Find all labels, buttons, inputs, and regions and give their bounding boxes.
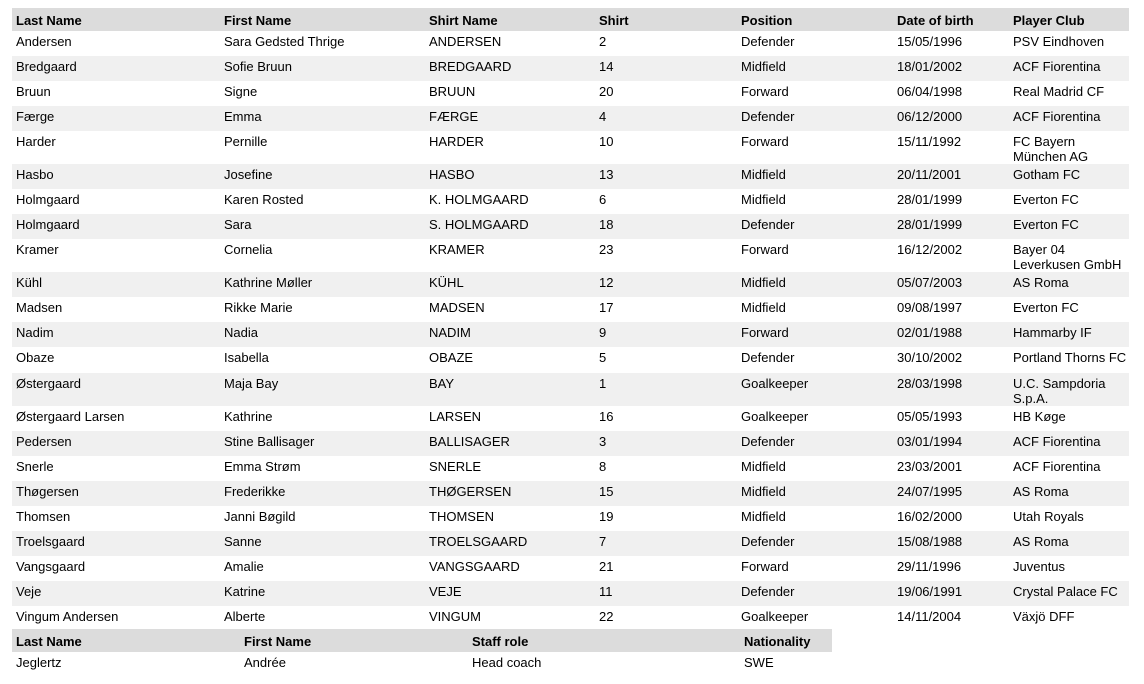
date-of-birth-cell: 30/10/2002 bbox=[897, 350, 963, 366]
position-cell: Defender bbox=[737, 106, 893, 131]
position-cell: Defender bbox=[737, 531, 893, 556]
shirt-number-cell: 11 bbox=[595, 581, 737, 606]
shirt-name-cell: VANGSGAARD bbox=[429, 558, 520, 574]
first-name-cell: Rikke Marie bbox=[224, 300, 293, 316]
position-cell: Forward bbox=[737, 322, 893, 347]
date-of-birth-cell: 15/05/1996 bbox=[897, 34, 963, 49]
shirt-number-cell: 4 bbox=[595, 106, 737, 131]
player-club-cell: Portland Thorns FC bbox=[1013, 350, 1127, 366]
position-cell: Defender bbox=[741, 350, 795, 366]
staff-role-cell: Head coach bbox=[472, 655, 542, 670]
shirt-name-cell: HASBO bbox=[425, 164, 595, 189]
player-row bbox=[12, 481, 1129, 506]
player-club-cell: ACF Fiorentina bbox=[1009, 56, 1129, 81]
player-row bbox=[12, 81, 1129, 106]
shirt-name-cell: SNERLE bbox=[429, 458, 482, 474]
last-name-cell: Østergaard Larsen bbox=[16, 408, 125, 424]
position-cell: Midfield bbox=[737, 272, 893, 297]
date-of-birth-cell: 28/03/1998 bbox=[893, 373, 1009, 406]
last-name-cell: Hasbo bbox=[12, 164, 220, 189]
position-cell: Midfield bbox=[741, 458, 786, 474]
date-of-birth-cell: 23/03/2001 bbox=[897, 458, 963, 474]
header-position: Position bbox=[737, 8, 893, 31]
shirt-number-cell: 5 bbox=[599, 350, 607, 366]
first-name-cell: Frederikke bbox=[220, 481, 425, 506]
player-row bbox=[12, 214, 1129, 239]
shirt-number-cell: 10 bbox=[599, 134, 614, 150]
shirt-number-cell: 17 bbox=[599, 300, 614, 316]
shirt-number-cell: 12 bbox=[595, 272, 737, 297]
shirt-number-cell: 21 bbox=[599, 558, 614, 574]
date-of-birth-cell: 16/02/2000 bbox=[897, 508, 963, 524]
player-row bbox=[12, 506, 1129, 531]
shirt-number-cell: 14 bbox=[595, 56, 737, 81]
player-club-cell: HB Køge bbox=[1013, 408, 1066, 424]
header-shirt-name: Shirt Name bbox=[425, 8, 595, 31]
player-row bbox=[12, 56, 1129, 81]
shirt-name-cell: THØGERSEN bbox=[425, 481, 595, 506]
header-shirt: Shirt bbox=[595, 8, 737, 31]
last-name-cell: Holmgaard bbox=[12, 214, 220, 239]
nationality-cell: SWE bbox=[744, 655, 774, 670]
first-name-cell: Stine Ballisager bbox=[220, 431, 425, 456]
position-cell: Defender bbox=[737, 431, 893, 456]
first-name-cell: Sara Gedsted Thrige bbox=[224, 34, 345, 49]
last-name-cell: Veje bbox=[12, 581, 220, 606]
first-name-cell: Pernille bbox=[224, 134, 268, 150]
player-row bbox=[12, 131, 1129, 164]
shirt-number-cell: 8 bbox=[599, 458, 607, 474]
shirt-name-cell: TROELSGAARD bbox=[425, 531, 595, 556]
player-row bbox=[12, 581, 1129, 606]
date-of-birth-cell: 20/11/2001 bbox=[893, 164, 1009, 189]
players-header-row bbox=[12, 8, 1129, 31]
staff-first-name-cell: Andrée bbox=[244, 655, 286, 670]
last-name-cell: Holmgaard bbox=[16, 192, 80, 208]
player-club-cell: AS Roma bbox=[1009, 531, 1129, 556]
player-club-cell: AS Roma bbox=[1009, 481, 1129, 506]
position-cell: Midfield bbox=[741, 508, 786, 524]
first-name-cell: Emma Strøm bbox=[224, 458, 301, 474]
last-name-cell: Nadim bbox=[12, 322, 220, 347]
shirt-name-cell: LARSEN bbox=[429, 408, 482, 424]
date-of-birth-cell: 03/01/1994 bbox=[893, 431, 1009, 456]
position-cell: Midfield bbox=[737, 56, 893, 81]
player-club-cell: PSV Eindhoven bbox=[1013, 34, 1105, 49]
date-of-birth-cell: 06/12/2000 bbox=[893, 106, 1009, 131]
last-name-cell: Kühl bbox=[12, 272, 220, 297]
player-row bbox=[12, 31, 1129, 56]
shirt-number-cell: 13 bbox=[595, 164, 737, 189]
shirt-number-cell: 18 bbox=[595, 214, 737, 239]
position-cell: Midfield bbox=[741, 300, 786, 316]
date-of-birth-cell: 15/11/1992 bbox=[897, 134, 962, 150]
shirt-number-cell: 1 bbox=[595, 373, 737, 406]
player-club-cell: Crystal Palace FC bbox=[1009, 581, 1129, 606]
first-name-cell: Isabella bbox=[224, 350, 269, 366]
shirt-name-cell: ANDERSEN bbox=[429, 34, 502, 49]
shirt-name-cell: VINGUM bbox=[429, 608, 481, 624]
player-row bbox=[12, 431, 1129, 456]
date-of-birth-cell: 05/05/1993 bbox=[897, 408, 963, 424]
player-row bbox=[12, 164, 1129, 189]
shirt-name-cell: FÆRGE bbox=[425, 106, 595, 131]
shirt-number-cell: 23 bbox=[599, 242, 614, 258]
first-name-cell: Nadia bbox=[220, 322, 425, 347]
position-cell: Midfield bbox=[737, 164, 893, 189]
first-name-cell: Emma bbox=[220, 106, 425, 131]
shirt-number-cell: 19 bbox=[599, 508, 614, 524]
player-club-cell: Utah Royals bbox=[1013, 508, 1084, 524]
player-row bbox=[12, 347, 1129, 372]
first-name-cell: Sofie Bruun bbox=[220, 56, 425, 81]
player-row bbox=[12, 606, 1129, 631]
date-of-birth-cell: 02/01/1988 bbox=[893, 322, 1009, 347]
first-name-cell: Alberte bbox=[224, 608, 266, 624]
date-of-birth-cell: 18/01/2002 bbox=[893, 56, 1009, 81]
player-club-cell: Juventus bbox=[1013, 558, 1066, 574]
player-row bbox=[12, 272, 1129, 297]
position-cell: Defender bbox=[741, 34, 795, 49]
shirt-number-cell: 2 bbox=[599, 34, 607, 49]
player-club-cell: ACF Fiorentina bbox=[1009, 431, 1129, 456]
shirt-name-cell: BALLISAGER bbox=[425, 431, 595, 456]
player-row bbox=[12, 106, 1129, 131]
staff-header-row bbox=[12, 629, 832, 652]
player-row bbox=[12, 297, 1129, 322]
position-cell: Defender bbox=[737, 214, 893, 239]
shirt-number-cell: 22 bbox=[599, 608, 614, 624]
last-name-cell: Obaze bbox=[16, 350, 55, 366]
date-of-birth-cell: 05/07/2003 bbox=[893, 272, 1009, 297]
date-of-birth-cell: 14/11/2004 bbox=[897, 608, 962, 624]
player-row bbox=[12, 239, 1129, 272]
header-date-of-birth: Date of birth bbox=[893, 8, 1009, 31]
first-name-cell: Maja Bay bbox=[220, 373, 425, 406]
shirt-name-cell: S. HOLMGAARD bbox=[425, 214, 595, 239]
shirt-number-cell: 9 bbox=[595, 322, 737, 347]
shirt-number-cell: 6 bbox=[599, 192, 607, 208]
player-club-cell: U.C. Sampdoria S.p.A. bbox=[1009, 373, 1129, 406]
player-row bbox=[12, 531, 1129, 556]
date-of-birth-cell: 28/01/1999 bbox=[897, 192, 963, 208]
staff-row bbox=[12, 652, 832, 675]
player-club-cell: FC Bayern München AG bbox=[1013, 134, 1089, 165]
player-row bbox=[12, 322, 1129, 347]
first-name-cell: Amalie bbox=[224, 558, 264, 574]
shirt-name-cell: NADIM bbox=[425, 322, 595, 347]
player-club-cell: Everton FC bbox=[1013, 192, 1079, 208]
date-of-birth-cell: 28/01/1999 bbox=[893, 214, 1009, 239]
player-club-cell: ACF Fiorentina bbox=[1009, 106, 1129, 131]
position-cell: Forward bbox=[741, 84, 789, 100]
shirt-number-cell: 20 bbox=[599, 84, 614, 100]
first-name-cell: Kathrine bbox=[224, 408, 273, 424]
players-table bbox=[12, 8, 1129, 631]
staff-table bbox=[12, 629, 832, 675]
player-row bbox=[12, 189, 1129, 214]
position-cell: Goalkeeper bbox=[741, 608, 809, 624]
player-club-cell: ACF Fiorentina bbox=[1013, 458, 1101, 474]
shirt-name-cell: K. HOLMGAARD bbox=[429, 192, 529, 208]
last-name-cell: Thomsen bbox=[16, 508, 71, 524]
last-name-cell: Kramer bbox=[16, 242, 59, 258]
date-of-birth-cell: 19/06/1991 bbox=[893, 581, 1009, 606]
player-row bbox=[12, 456, 1129, 481]
first-name-cell: Janni Bøgild bbox=[224, 508, 296, 524]
shirt-number-cell: 3 bbox=[595, 431, 737, 456]
player-row bbox=[12, 556, 1129, 581]
date-of-birth-cell: 09/08/1997 bbox=[897, 300, 963, 316]
shirt-number-cell: 16 bbox=[599, 408, 614, 424]
last-name-cell: Snerle bbox=[16, 458, 54, 474]
last-name-cell: Pedersen bbox=[12, 431, 220, 456]
shirt-name-cell: KÜHL bbox=[425, 272, 595, 297]
position-cell: Forward bbox=[741, 558, 789, 574]
shirt-number-cell: 15 bbox=[595, 481, 737, 506]
last-name-cell: Madsen bbox=[16, 300, 63, 316]
first-name-cell: Signe bbox=[224, 84, 258, 100]
first-name-cell: Sanne bbox=[220, 531, 425, 556]
shirt-name-cell: HARDER bbox=[429, 134, 484, 150]
player-club-cell: Hammarby IF bbox=[1009, 322, 1129, 347]
player-club-cell: Real Madrid CF bbox=[1013, 84, 1105, 100]
header-player-club: Player Club bbox=[1009, 8, 1129, 31]
header-last-name: Last Name bbox=[12, 8, 220, 31]
last-name-cell: Vingum Andersen bbox=[16, 608, 119, 624]
player-row bbox=[12, 406, 1129, 431]
position-cell: Goalkeeper bbox=[737, 373, 893, 406]
first-name-cell: Josefine bbox=[220, 164, 425, 189]
position-cell: Forward bbox=[741, 134, 789, 150]
shirt-name-cell: MADSEN bbox=[429, 300, 485, 316]
header-staff-role: Staff role bbox=[468, 629, 740, 652]
last-name-cell: Andersen bbox=[16, 34, 72, 49]
shirt-name-cell: THOMSEN bbox=[429, 508, 494, 524]
last-name-cell: Harder bbox=[16, 134, 56, 150]
first-name-cell: Katrine bbox=[220, 581, 425, 606]
shirt-name-cell: VEJE bbox=[425, 581, 595, 606]
last-name-cell: Østergaard bbox=[12, 373, 220, 406]
position-cell: Defender bbox=[737, 581, 893, 606]
last-name-cell: Vangsgaard bbox=[16, 558, 86, 574]
shirt-name-cell: BRUUN bbox=[429, 84, 476, 100]
header-staff-last-name: Last Name bbox=[12, 629, 240, 652]
shirt-number-cell: 7 bbox=[595, 531, 737, 556]
date-of-birth-cell: 16/12/2002 bbox=[897, 242, 963, 258]
last-name-cell: Troelsgaard bbox=[12, 531, 220, 556]
last-name-cell: Bruun bbox=[16, 84, 51, 100]
date-of-birth-cell: 29/11/1996 bbox=[897, 558, 962, 574]
staff-last-name-cell: Jeglertz bbox=[16, 655, 62, 670]
header-first-name: First Name bbox=[220, 8, 425, 31]
last-name-cell: Bredgaard bbox=[12, 56, 220, 81]
last-name-cell: Thøgersen bbox=[12, 481, 220, 506]
player-club-cell: AS Roma bbox=[1009, 272, 1129, 297]
first-name-cell: Karen Rosted bbox=[224, 192, 304, 208]
player-club-cell: Bayer 04 Leverkusen GmbH bbox=[1013, 242, 1122, 273]
date-of-birth-cell: 06/04/1998 bbox=[897, 84, 963, 100]
player-club-cell: Everton FC bbox=[1013, 300, 1079, 316]
last-name-cell: Færge bbox=[12, 106, 220, 131]
header-nationality: Nationality bbox=[740, 629, 832, 652]
position-cell: Goalkeeper bbox=[741, 408, 809, 424]
player-club-cell: Everton FC bbox=[1009, 214, 1129, 239]
date-of-birth-cell: 15/08/1988 bbox=[893, 531, 1009, 556]
position-cell: Midfield bbox=[741, 192, 786, 208]
player-club-cell: Gotham FC bbox=[1009, 164, 1129, 189]
position-cell: Forward bbox=[741, 242, 789, 258]
shirt-name-cell: BREDGAARD bbox=[425, 56, 595, 81]
player-club-cell: Växjö DFF bbox=[1013, 608, 1075, 624]
shirt-name-cell: BAY bbox=[425, 373, 595, 406]
first-name-cell: Kathrine Møller bbox=[220, 272, 425, 297]
first-name-cell: Sara bbox=[220, 214, 425, 239]
shirt-name-cell: OBAZE bbox=[429, 350, 474, 366]
date-of-birth-cell: 24/07/1995 bbox=[893, 481, 1009, 506]
position-cell: Midfield bbox=[737, 481, 893, 506]
header-staff-first-name: First Name bbox=[240, 629, 468, 652]
first-name-cell: Cornelia bbox=[224, 242, 273, 258]
shirt-name-cell: KRAMER bbox=[429, 242, 485, 258]
player-row bbox=[12, 373, 1129, 406]
